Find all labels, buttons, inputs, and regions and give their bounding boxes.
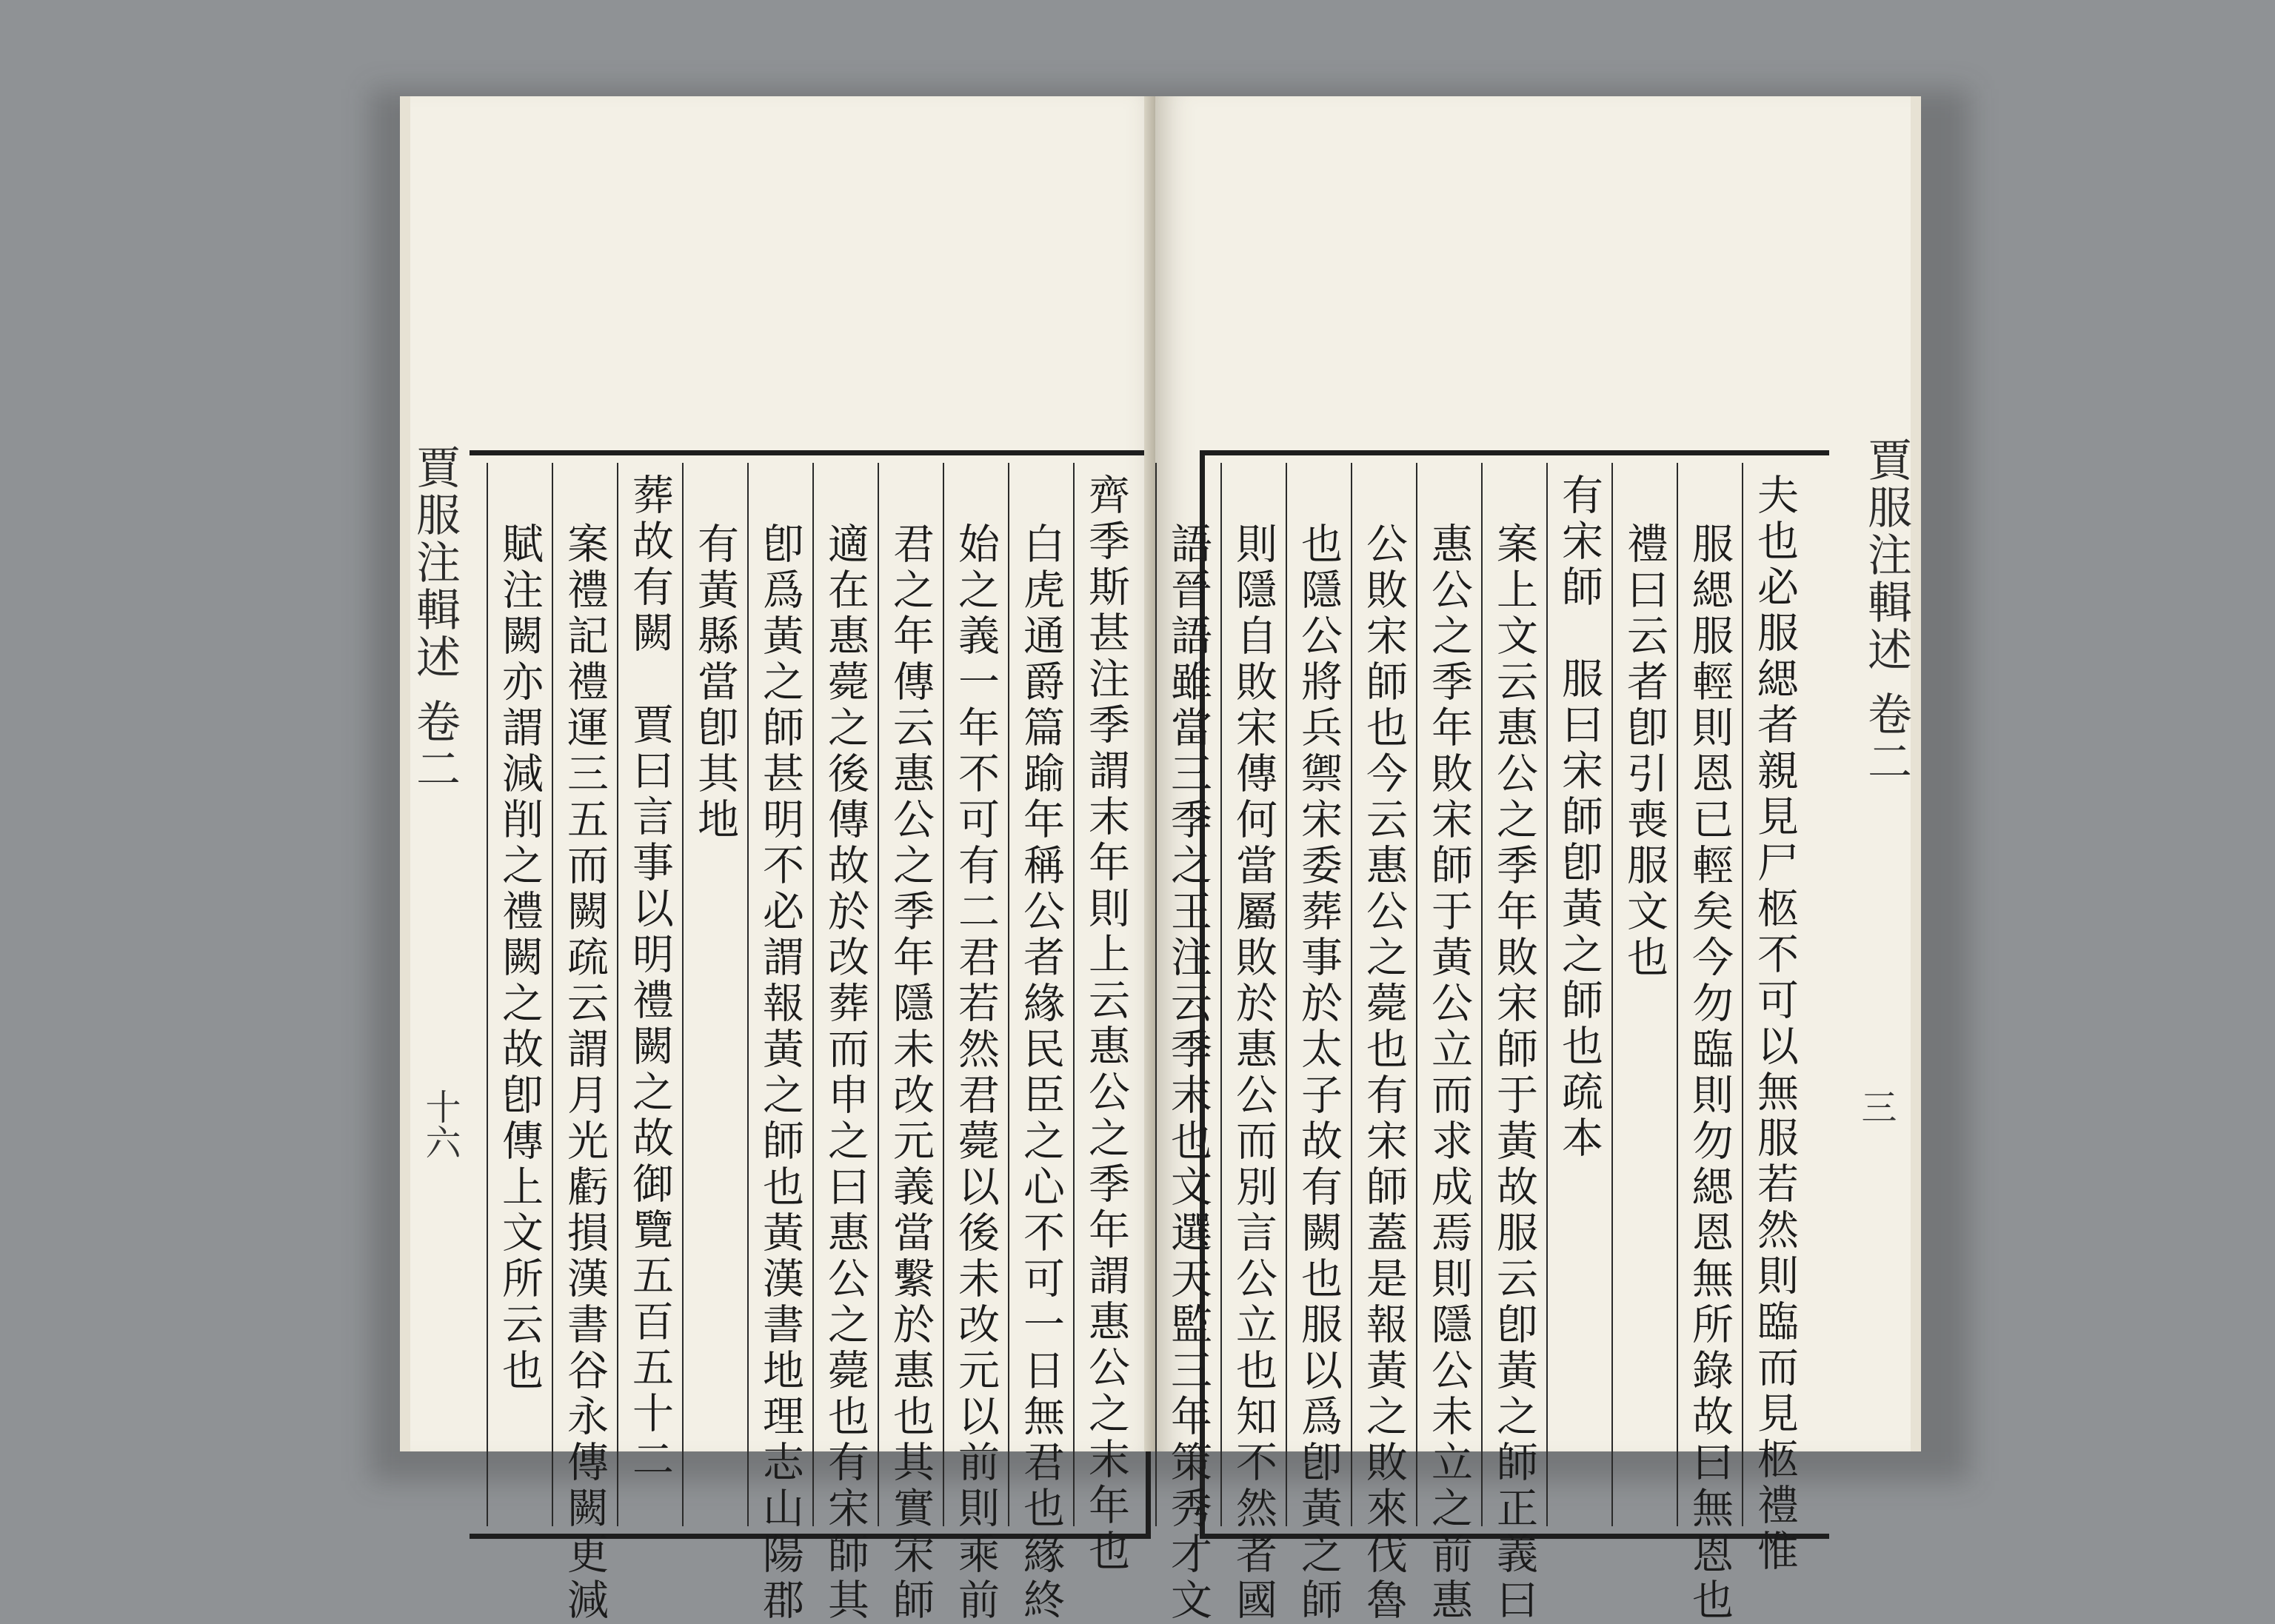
left-text-frame [470, 450, 1151, 1624]
left-page-number: 十六 [419, 1089, 461, 1160]
text-column: 案禮記禮運三五而闕疏云謂月光虧損漢書谷永傳闕更減 [552, 463, 617, 1526]
text-column: 君之年傳云惠公之季年隱未改元義當繫於惠也其實宋師 [878, 463, 943, 1526]
text-column: 適在惠薨之後傳故於改葬而申之曰惠公之薨也有宋師其 [812, 463, 878, 1526]
text-column: 案上文云惠公之季年敗宋師于黃故服云卽黃之師正義曰 [1481, 463, 1546, 1526]
text-column: 始之義一年不可有二君若然君薨以後未改元以前則乘前 [943, 463, 1008, 1526]
text-column: 齊季斯甚注季謂末年則上云惠公之季年謂惠公之末年也 [1073, 463, 1138, 1526]
text-column: 有黃縣當卽其地 [682, 463, 747, 1526]
text-column: 賦注闕亦謂減削之禮闕之故卽傳上文所云也 [487, 463, 552, 1526]
left-columns [495, 463, 1138, 1624]
left-margin-title: 賈服注輯述 卷二 [409, 444, 461, 794]
right-text-frame [1164, 450, 1829, 1624]
text-column: 白虎通爵篇踰年稱公者緣民臣之心不可一日無君也緣終 [1008, 463, 1073, 1526]
right-page [1155, 96, 1921, 1624]
text-column: 夫也必服緦者親見尸柩不可以無服若然則臨而見柩禮惟 [1742, 463, 1807, 1526]
left-page [400, 96, 1166, 1624]
text-column: 惠公之季年敗宋師于黃公立而求成焉則隱公未立之前惠 [1416, 463, 1481, 1526]
text-column: 禮曰云者卽引喪服文也 [1611, 463, 1677, 1526]
right-page-number: 三 [1855, 1089, 1897, 1124]
text-column: 也隱公將兵禦宋委葬事於太子故有闕也服以爲卽黃之師 [1286, 463, 1351, 1526]
right-margin-title: 賈服注輯述 卷二 [1860, 437, 1912, 786]
text-column: 語晉語雖當三季之王注云季末也文選天監三年策秀才文 [1155, 463, 1220, 1526]
text-column: 卽爲黃之師甚明不必謂報黃之師也黃漢書地理志山陽郡 [747, 463, 812, 1526]
right-columns [1164, 463, 1807, 1624]
text-column: 葬故有闕 賈曰言事以明禮闕之故御覽五百五十二 [617, 463, 682, 1526]
text-column: 公敗宋師也今云惠公之薨也有宋師蓋是報黃之敗來伐魯 [1351, 463, 1416, 1526]
text-column: 則隱自敗宋傳何當屬敗於惠公而別言公立也知不然者國 [1220, 463, 1286, 1526]
text-column: 服緦服輕則恩已輕矣今勿臨則勿緦恩無所錄故曰無恩也 [1677, 463, 1742, 1526]
text-column: 有宋師 服曰宋師卽黃之師也疏本 [1546, 463, 1611, 1526]
